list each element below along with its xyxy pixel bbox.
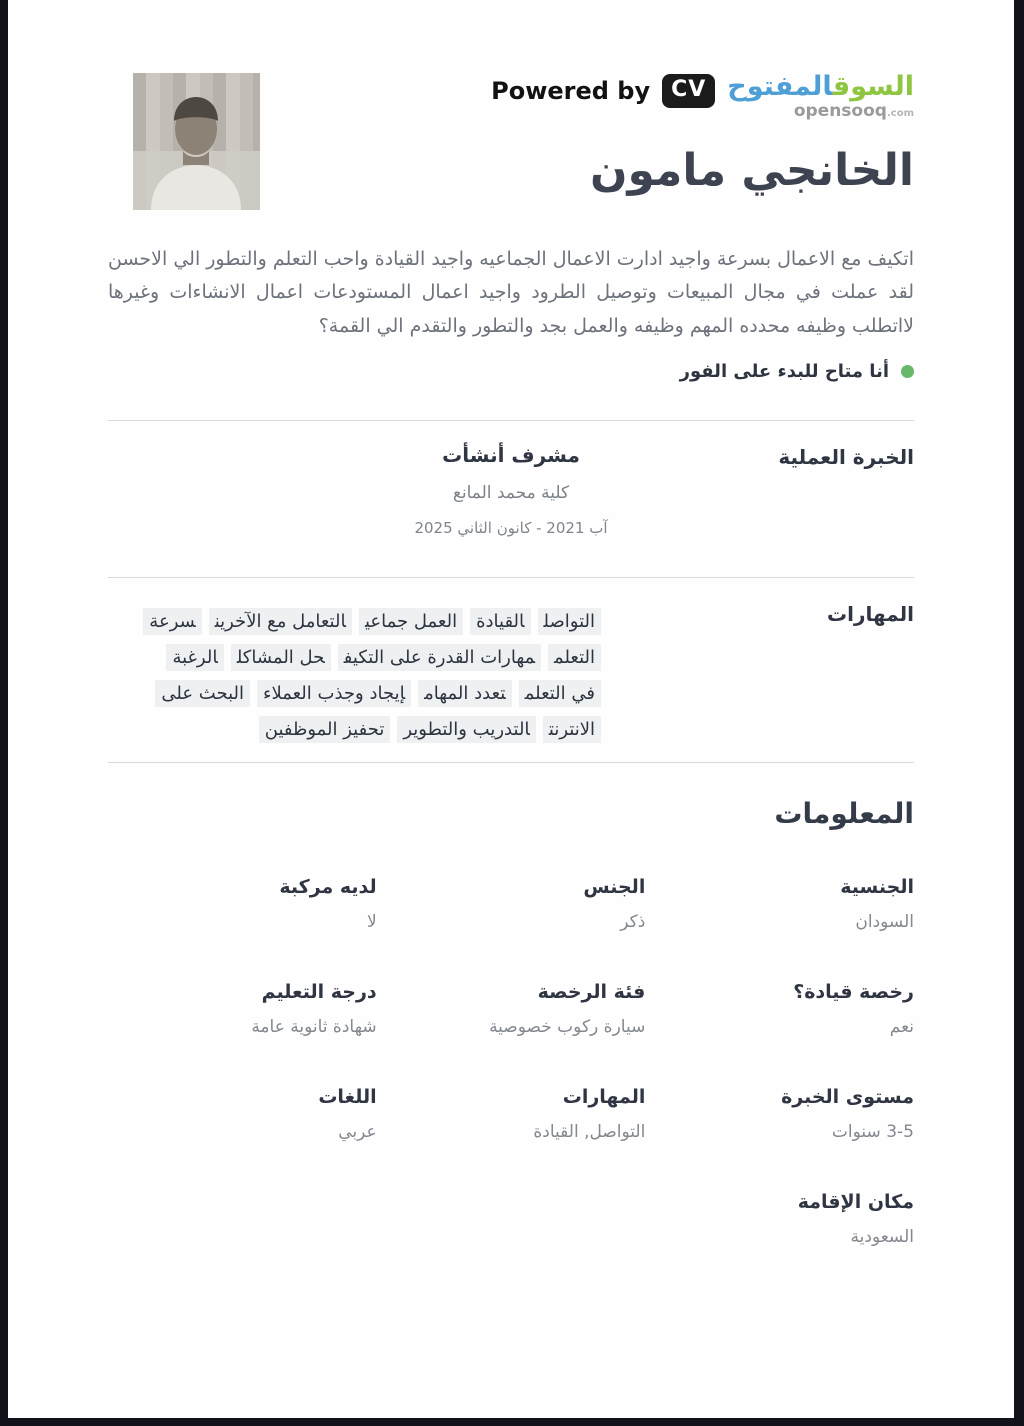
- info-value: عربي: [338, 1121, 377, 1142]
- candidate-name: الخانجي مامون: [589, 145, 914, 196]
- availability-dot-icon: [901, 365, 914, 378]
- powered-by-label: Powered by: [491, 77, 651, 105]
- skill-tag: القيادة: [470, 608, 530, 635]
- employment-period: آب 2021 - كانون الثاني 2025: [414, 518, 608, 537]
- info-field-nationality: [645, 876, 914, 932]
- info-field-gender: [377, 876, 646, 932]
- person-silhouette-icon: [133, 73, 260, 210]
- opensooq-arabic-wordmark: [727, 73, 914, 100]
- brand-word-blue: المفتوح: [727, 71, 833, 102]
- powered-by-block: [491, 73, 914, 120]
- skill-tag: العمل جماعي: [359, 608, 463, 635]
- info-field-license-category: [377, 981, 646, 1037]
- info-field-driving-license: [645, 981, 914, 1037]
- skill-tag: البحث على الانترنت: [155, 680, 601, 743]
- profile-photo: [133, 73, 260, 210]
- info-field-has-vehicle: [108, 876, 377, 932]
- info-value: السودان: [855, 911, 914, 932]
- info-label: درجة التعليم: [261, 980, 377, 1003]
- info-value: سيارة ركوب خصوصية: [489, 1016, 646, 1037]
- cv-badge-icon: CV: [662, 74, 715, 108]
- skill-tag: الرغبة في التعلم: [166, 644, 601, 707]
- divider: [108, 762, 914, 763]
- availability-text: أنا متاح للبدء على الفور: [679, 360, 889, 382]
- info-section-heading: المعلومات: [774, 796, 914, 830]
- info-label: مستوى الخبرة: [781, 1085, 914, 1108]
- skills-section: [108, 578, 914, 762]
- skill-tag: إيجاد وجذب العملاء: [257, 680, 411, 707]
- experience-section: [108, 421, 914, 577]
- info-value: السعودية: [850, 1226, 914, 1247]
- skill-tag: تحفيز الموظفين: [259, 716, 391, 743]
- info-label: مكان الإقامة: [797, 1190, 914, 1213]
- info-value: نعم: [889, 1016, 914, 1037]
- info-field-education-degree: [108, 981, 377, 1037]
- skills-section-label: المهارات: [827, 601, 914, 626]
- info-value: ذكر: [620, 911, 646, 932]
- availability-status: [108, 361, 914, 382]
- info-label: الجنسية: [840, 875, 914, 898]
- skill-tag: حل المشاكل: [231, 644, 331, 671]
- skills-tag-list: [149, 604, 601, 748]
- info-label: الجنس: [583, 875, 646, 898]
- brand-word-green: السوق: [832, 71, 914, 102]
- summary-paragraph: اتكيف مع الاعمال بسرعة واجيد ادارت الاعمال الجماعيه واجيد القيادة واحب التعلم والتطور الي الاحسن لقد عملت في مجال المبيعات وتوصيل الطرود واجيد اعمال المستودعات اعمال الانشاءات وغيرها لااتطلب وظيفه محدده المهم وظيفه والعمل بجد والتطور والتقدم الي القمة؟: [108, 248, 914, 337]
- opensooq-domain: opensooq.com: [793, 101, 914, 121]
- info-label: المهارات: [562, 1085, 646, 1108]
- info-field-residence: [645, 1191, 914, 1247]
- experience-section-label: الخبرة العملية: [778, 444, 914, 469]
- cv-document: [8, 0, 1014, 1418]
- info-value: لا: [366, 911, 377, 932]
- cv-header: [108, 73, 914, 243]
- info-label: رخصة قيادة؟: [793, 980, 914, 1003]
- info-grid: [108, 876, 914, 1247]
- company-name: كلية محمد المانع: [452, 482, 570, 503]
- info-label: فئة الرخصة: [537, 980, 646, 1003]
- skill-tag: تعدد المهام: [418, 680, 512, 707]
- info-label: لديه مركبة: [279, 875, 377, 898]
- skill-tag: مهارات القدرة على التكيف: [338, 644, 541, 671]
- info-value: 3-5 سنوات: [831, 1121, 914, 1142]
- skill-tag: سرعة التعلم: [143, 608, 601, 671]
- skill-tag: التواصل: [538, 608, 601, 635]
- info-field-skills: [377, 1086, 646, 1142]
- skill-tag: التعامل مع الآخرين: [209, 608, 352, 635]
- info-label: اللغات: [318, 1085, 377, 1108]
- info-value: التواصل, القيادة: [533, 1121, 646, 1142]
- job-title: مشرف أنشأت: [442, 442, 580, 467]
- skill-tag: التدريب والتطوير: [397, 716, 536, 743]
- info-field-experience-level: [645, 1086, 914, 1142]
- info-field-languages: [108, 1086, 377, 1142]
- opensooq-logo[interactable]: [727, 73, 914, 120]
- info-value: شهادة ثانوية عامة: [251, 1016, 377, 1037]
